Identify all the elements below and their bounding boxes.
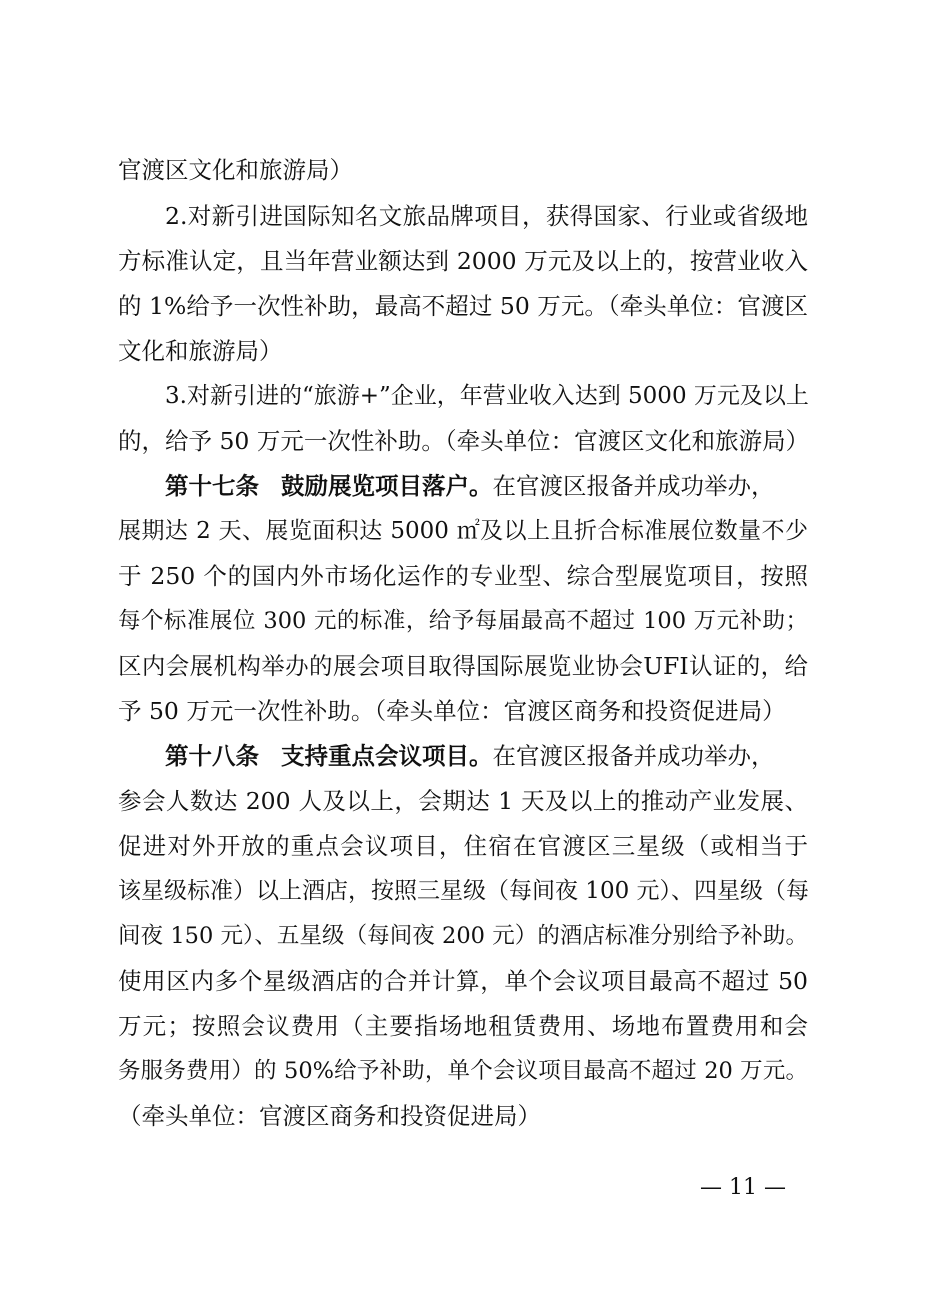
paragraph-line: 方标准认定，且当年营业额达到 2000 万元及以上的，按营业收入 [118,247,808,275]
article-18-heading: 支持重点会议项目。 [281,742,493,770]
paragraph-line: 万元；按照会议费用（主要指场地租赁费用、场地布置费用和会 [118,1012,808,1040]
paragraph-line: 的 1%给予一次性补助，最高不超过 50 万元。（牵头单位：官渡区 [118,292,808,320]
article-17-heading: 鼓励展览项目落户。 [281,472,493,500]
paragraph-line: 促进对外开放的重点会议项目，住宿在官渡区三星级（或相当于 [118,832,808,860]
article-17-text: 在官渡区报备并成功举办， [492,472,775,500]
paragraph-line: 间夜 150 元）、五星级（每间夜 200 元）的酒店标准分别给予补助。 [118,923,808,949]
page-number: — 11 — [700,1175,786,1200]
paragraph-line: 文化和旅游局） [118,337,283,365]
paragraph-line: 3.对新引进的“旅游+”企业，年营业收入达到 5000 万元及以上 [165,383,809,409]
paragraph-line: （牵头单位：官渡区商务和投资促进局） [118,1102,541,1130]
paragraph-line: 区内会展机构举办的展会项目取得国际展览业协会UFI认证的，给 [118,652,808,680]
article-17-first-line [165,466,808,506]
paragraph-line: 每个标准展位 300 元的标准，给予每届最高不超过 100 万元补助； [118,608,808,634]
paragraph-line: 的，给予 50 万元一次性补助。（牵头单位：官渡区文化和旅游局） [118,427,810,455]
paragraph-line: 该星级标准）以上酒店，按照三星级（每间夜 100 元）、四星级（每 [118,878,810,904]
paragraph-line: 展期达 2 天、展览面积达 5000 ㎡及以上且折合标准展位数量不少 [118,518,808,544]
article-18-number: 第十八条 [165,742,259,770]
paragraph-line: 予 50 万元一次性补助。（牵头单位：官渡区商务和投资促进局） [118,697,786,725]
paragraph-line: 使用区内多个星级酒店的合并计算，单个会议项目最高不超过 50 [118,967,808,995]
paragraph-line: 官渡区文化和旅游局） [118,156,353,184]
article-18-first-line [165,736,808,776]
paragraph-line: 于 250 个的国内外市场化运作的专业型、综合型展览项目，按照 [118,562,808,590]
article-17-number: 第十七条 [165,472,259,500]
article-18-text: 在官渡区报备并成功举办， [492,742,775,770]
paragraph-line: 2.对新引进国际知名文旅品牌项目，获得国家、行业或省级地 [165,202,808,230]
paragraph-line: 参会人数达 200 人及以上，会期达 1 天及以上的推动产业发展、 [118,787,808,815]
paragraph-line: 务服务费用）的 50%给予补助，单个会议项目最高不超过 20 万元。 [118,1058,808,1084]
